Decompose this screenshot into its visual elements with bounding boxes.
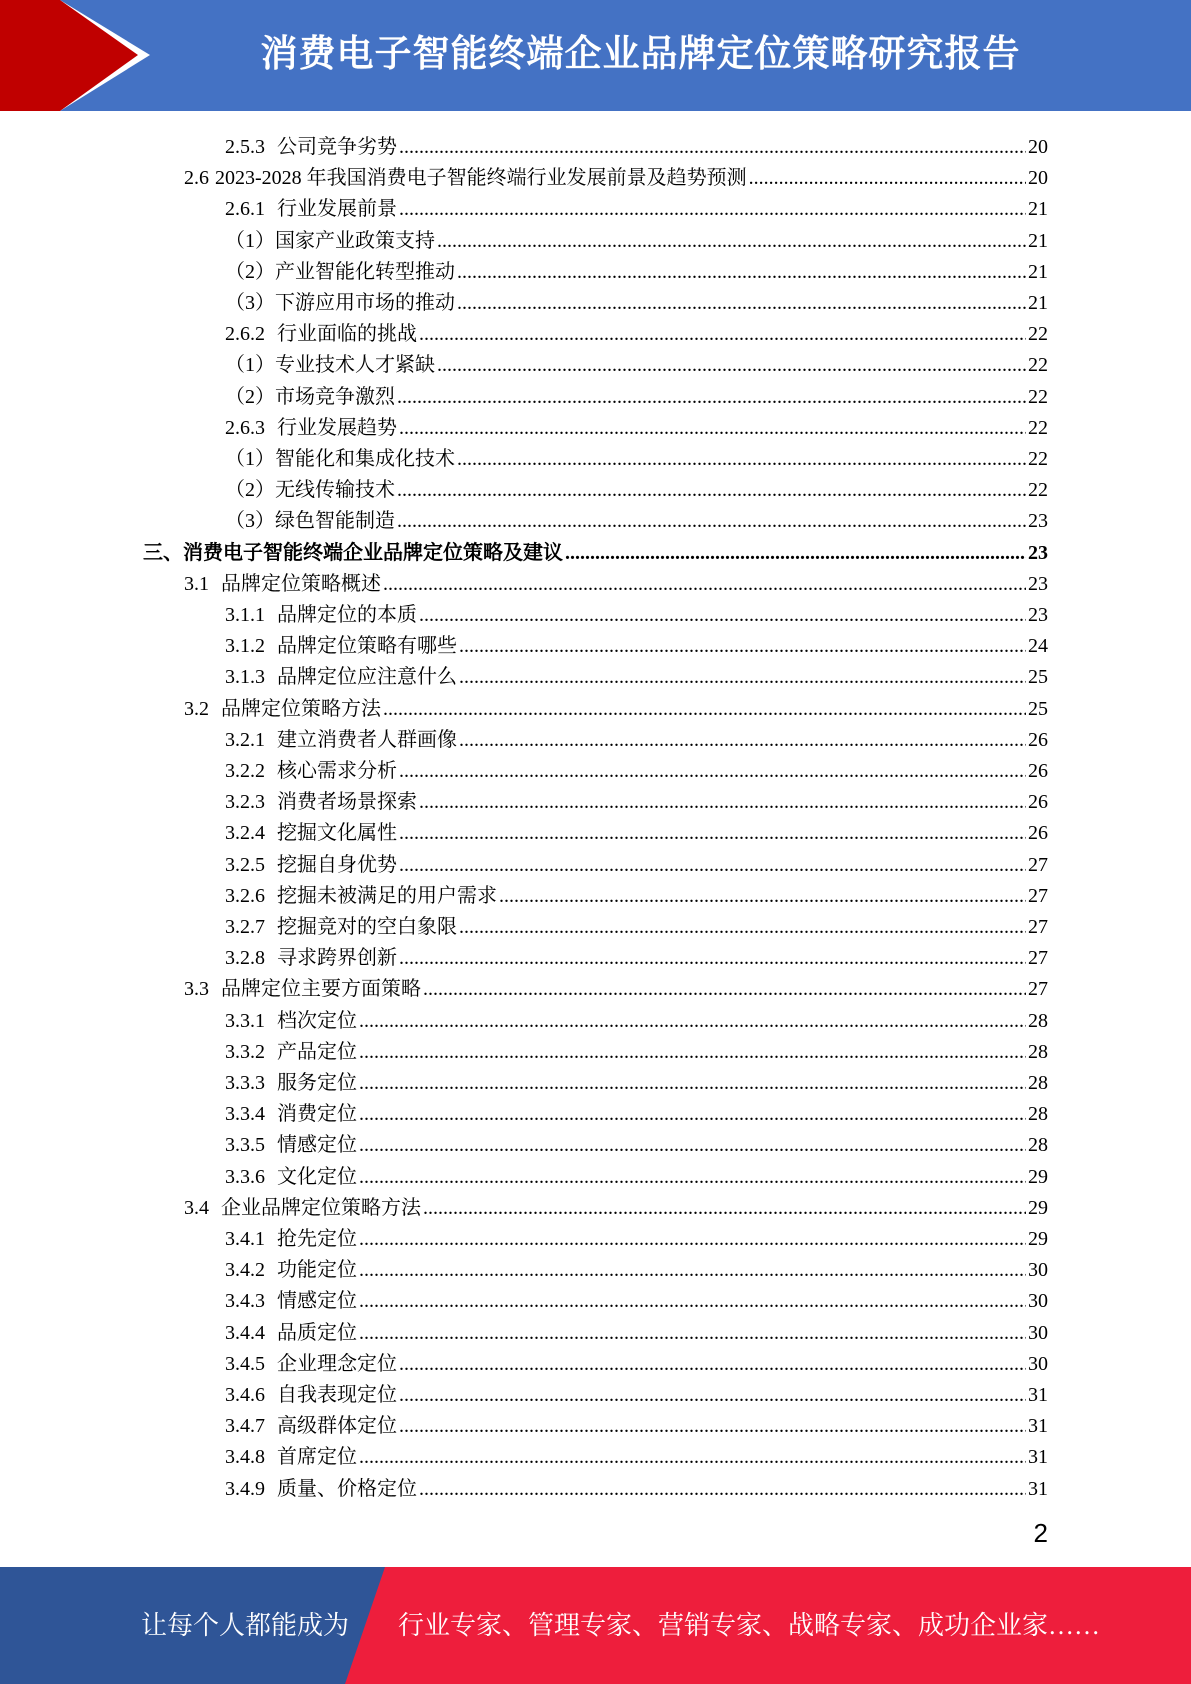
toc-entry-page: 21 <box>1028 292 1048 314</box>
toc-entry-number: 3.3.2 <box>225 1040 265 1063</box>
toc-entry-title <box>225 286 457 315</box>
toc-entry-page: 23 <box>1028 572 1048 595</box>
toc-entry-label: 企业品牌定位策略方法 <box>221 1196 421 1219</box>
toc-dot-leader <box>399 1415 1026 1438</box>
toc-entry-title <box>225 910 459 939</box>
toc-entry-label: （3）下游应用市场的推动 <box>225 292 455 314</box>
toc-dot-leader <box>383 573 1026 596</box>
toc-entry[interactable] <box>225 1314 1048 1345</box>
toc-entry[interactable] <box>225 721 1048 752</box>
toc-entry-number: 2.6.1 <box>225 198 265 221</box>
toc-entry-title <box>184 692 383 721</box>
toc-dot-leader <box>359 1166 1026 1189</box>
toc-entry-page: 30 <box>1028 1259 1048 1282</box>
toc-entry[interactable] <box>184 690 1048 721</box>
toc-entry-label: 挖掘文化属性 <box>277 822 397 845</box>
toc-entry[interactable] <box>225 814 1048 845</box>
toc-dot-leader <box>399 1384 1026 1407</box>
toc-entry-number: 3.4.3 <box>225 1290 265 1313</box>
toc-entry-page: 30 <box>1028 1321 1048 1344</box>
toc-entry-number: 3.2.1 <box>225 728 265 751</box>
toc-entry-number: 2.6.2 <box>225 323 265 346</box>
toc-dot-leader <box>437 230 1026 253</box>
toc-dot-leader <box>457 261 1026 284</box>
toc-dot-leader <box>457 292 1026 315</box>
toc-entry-page: 28 <box>1028 1103 1048 1126</box>
toc-entry-title <box>225 473 397 502</box>
toc-entry-number: 3.3.3 <box>225 1072 265 1094</box>
toc-dot-leader <box>359 1322 1026 1345</box>
toc-entry-label: 消费者场景探索 <box>277 791 417 814</box>
toc-entry-page: 20 <box>1028 167 1048 190</box>
toc-entry-title <box>225 941 399 970</box>
toc-entry[interactable] <box>225 658 1048 689</box>
toc-dot-leader <box>397 479 1026 502</box>
toc-entry-page: 22 <box>1028 448 1048 470</box>
toc-dot-leader <box>423 1197 1026 1220</box>
toc-dot-leader <box>419 791 1026 814</box>
toc-entry[interactable] <box>225 1470 1048 1501</box>
toc-entry[interactable] <box>225 471 1048 502</box>
toc-entry[interactable] <box>225 1220 1048 1251</box>
toc-entry[interactable] <box>225 284 1048 315</box>
toc-entry-title <box>225 1160 359 1189</box>
toc-entry-number: 3.1 <box>184 572 209 595</box>
toc-entry-number: 2.6.3 <box>225 416 265 439</box>
toc-entry-label: 档次定位 <box>277 1009 357 1032</box>
toc-entry-label: 高级群体定位 <box>277 1415 397 1438</box>
toc-entry-label: （2）市场竞争激烈 <box>225 385 395 408</box>
toc-entry-label: 首席定位 <box>277 1446 357 1469</box>
toc-dot-leader <box>419 1478 1026 1501</box>
toc-entry-number: 3.3 <box>184 978 209 1001</box>
toc-entry-label: 行业面临的挑战 <box>277 323 417 346</box>
toc-entry-label: （1）智能化和集成化技术 <box>225 448 455 470</box>
toc-entry-title <box>225 785 419 814</box>
toc-entry-number: 3.4.8 <box>225 1446 265 1469</box>
toc-entry-page: 25 <box>1028 666 1048 689</box>
toc-entry-page: 31 <box>1028 1446 1048 1469</box>
toc-entry-label: 服务定位 <box>277 1072 357 1094</box>
toc-dot-leader <box>457 448 1026 471</box>
toc-entry-page: 29 <box>1028 1196 1048 1219</box>
toc-entry-page: 22 <box>1028 354 1048 377</box>
toc-dot-leader <box>437 354 1026 377</box>
toc-entry-label: 公司竞争劣势 <box>277 136 397 158</box>
toc-entry-number: 3.2.3 <box>225 791 265 814</box>
toc-entry-label: 挖掘未被满足的用户需求 <box>277 884 497 907</box>
toc-entry[interactable] <box>225 1282 1048 1313</box>
toc-entry[interactable] <box>225 1345 1048 1376</box>
toc-dot-leader <box>397 510 1026 533</box>
toc-entry[interactable] <box>225 908 1048 939</box>
toc-entry-number: 3.4.5 <box>225 1352 265 1375</box>
toc-dot-leader <box>399 1353 1026 1376</box>
toc-entry[interactable] <box>225 1407 1048 1438</box>
toc-dot-leader <box>423 978 1026 1001</box>
toc-entry[interactable] <box>225 783 1048 814</box>
toc-dot-leader <box>359 1290 1026 1313</box>
toc-entry[interactable] <box>225 378 1048 409</box>
toc-entry-label: 抢先定位 <box>277 1228 357 1250</box>
toc-entry-label: 寻求跨界创新 <box>277 947 397 970</box>
toc-entry-page: 30 <box>1028 1290 1048 1313</box>
toc-entry-number: 3.2.8 <box>225 947 265 970</box>
toc-entry-page: 28 <box>1028 1040 1048 1063</box>
toc-entry-page: 24 <box>1028 635 1048 658</box>
toc-entry-title <box>225 816 399 845</box>
toc-entry[interactable] <box>225 1438 1048 1469</box>
toc-entry-page: 20 <box>1028 136 1048 158</box>
toc-entry-number: 3.2 <box>184 697 209 720</box>
toc-entry-title <box>184 567 383 596</box>
toc-entry-title <box>225 1347 399 1376</box>
toc-entry-title <box>225 1128 359 1157</box>
toc-entry-number: 3.3.6 <box>225 1165 265 1188</box>
toc-dot-leader <box>383 698 1026 721</box>
toc-entry[interactable] <box>225 846 1048 877</box>
toc-entry[interactable] <box>225 596 1048 627</box>
toc-dot-leader <box>359 1041 1026 1064</box>
toc-dot-leader <box>359 1010 1026 1033</box>
toc-dot-leader <box>749 167 1026 190</box>
toc-dot-leader <box>399 822 1026 845</box>
toc-entry-title <box>225 192 399 221</box>
toc-entry[interactable] <box>225 1033 1048 1064</box>
footer-slogan-left: 让每个人都能成为 <box>141 1611 350 1640</box>
toc-dot-leader <box>397 386 1026 409</box>
toc-entry-label: 功能定位 <box>277 1259 357 1282</box>
toc-entry-title <box>225 1222 359 1251</box>
footer-slogan-right: 行业专家、管理专家、营销专家、战略专家、成功企业家…… <box>398 1611 1101 1640</box>
toc-entry-title <box>225 1035 359 1064</box>
toc-entry[interactable] <box>184 1189 1048 1220</box>
toc-entry-title <box>184 161 749 190</box>
toc-entry-label: （2）产业智能化转型推动 <box>225 260 455 283</box>
toc-entry-label: 挖掘自身优势 <box>277 853 397 876</box>
toc-entry-title <box>225 317 419 346</box>
toc-dot-leader <box>359 1228 1026 1251</box>
toc-entry-title <box>225 255 457 284</box>
toc-entry[interactable] <box>225 346 1048 377</box>
toc-dot-leader <box>565 542 1026 565</box>
toc-entry-title <box>225 723 459 752</box>
toc-entry-title <box>225 380 397 409</box>
toc-entry-page: 26 <box>1028 822 1048 845</box>
toc-dot-leader <box>399 760 1026 783</box>
toc-entry-page: 26 <box>1028 791 1048 814</box>
toc-entry[interactable] <box>225 1376 1048 1407</box>
toc-entry-page: 22 <box>1028 385 1048 408</box>
toc-entry-label: （2）无线传输技术 <box>225 479 395 502</box>
toc-entry-page: 21 <box>1028 260 1048 283</box>
toc-entry-title <box>225 1004 359 1033</box>
toc-entry-number: 3.4.7 <box>225 1415 265 1438</box>
toc-entry-page: 29 <box>1028 1228 1048 1250</box>
page-number: 2 <box>1033 1518 1048 1548</box>
toc-entry-page: 23 <box>1028 604 1048 626</box>
toc-entry-title <box>225 1066 359 1095</box>
toc-entry[interactable] <box>225 752 1048 783</box>
toc-entry-label: 情感定位 <box>277 1134 357 1157</box>
toc-entry-number: 3.1.1 <box>225 604 265 626</box>
toc-entry-label: 建立消费者人群画像 <box>277 728 457 751</box>
toc-entry-label: 品牌定位策略方法 <box>221 697 381 720</box>
toc-entry-page: 27 <box>1028 978 1048 1001</box>
toc-entry-title <box>225 411 399 440</box>
toc-entry-page: 31 <box>1028 1384 1048 1406</box>
toc-entry-title <box>225 1440 359 1469</box>
toc-entry-title <box>225 1097 359 1126</box>
toc-entry-page: 27 <box>1028 884 1048 907</box>
toc-entry-label: 挖掘竞对的空白象限 <box>277 916 457 938</box>
toc-entry-title <box>184 972 423 1001</box>
toc-dot-leader <box>459 635 1026 658</box>
toc-entry-page: 28 <box>1028 1072 1048 1094</box>
toc-entry[interactable] <box>225 1095 1048 1126</box>
toc-entry-label: （1）专业技术人才紧缺 <box>225 354 435 377</box>
toc-entry-title <box>184 1191 423 1220</box>
toc-entry-number: 3.4 <box>184 1196 209 1219</box>
toc-dot-leader <box>399 136 1026 159</box>
toc-entry-title <box>225 348 437 377</box>
toc-entry[interactable] <box>225 1158 1048 1189</box>
toc-entry-page: 21 <box>1028 198 1048 221</box>
toc-entry-page: 26 <box>1028 760 1048 782</box>
toc-entry-label: 行业发展趋势 <box>277 416 397 439</box>
toc-dot-leader <box>359 1103 1026 1126</box>
toc-entry-label: 2023-2028 年我国消费电子智能终端行业发展前景及趋势预测 <box>215 167 747 190</box>
toc-entry-title <box>225 1284 359 1313</box>
toc-entry-number: 3.1.2 <box>225 635 265 658</box>
toc-entry-number: 3.3.1 <box>225 1009 265 1032</box>
toc-entry[interactable] <box>225 128 1048 159</box>
toc-entry-title <box>225 660 459 689</box>
toc-entry-page: 31 <box>1028 1477 1048 1500</box>
toc-entry-page: 30 <box>1028 1352 1048 1375</box>
toc-entry-title <box>225 130 399 159</box>
toc-entry-title <box>225 442 457 471</box>
toc-entry-label: 质量、价格定位 <box>277 1477 417 1500</box>
toc-entry[interactable] <box>225 409 1048 440</box>
toc-entry-number: 2.5.3 <box>225 136 265 158</box>
toc-entry-label: 品牌定位应注意什么 <box>277 666 457 689</box>
toc-entry-number: 3.4.2 <box>225 1259 265 1282</box>
toc-entry-page: 27 <box>1028 916 1048 938</box>
toc-entry[interactable] <box>225 502 1048 533</box>
footer-banner <box>0 1567 1191 1684</box>
toc-entry-page: 29 <box>1028 1165 1048 1188</box>
toc-dot-leader <box>359 1259 1026 1282</box>
toc-entry-number: 3.3.4 <box>225 1103 265 1126</box>
toc-dot-leader <box>399 947 1026 970</box>
toc-entry-label: 情感定位 <box>277 1290 357 1313</box>
toc-entry[interactable] <box>225 222 1048 253</box>
toc-entry-number: 3.3.5 <box>225 1134 265 1157</box>
toc-entry-title <box>225 1472 419 1501</box>
toc-entry-number: 3.4.9 <box>225 1477 265 1500</box>
toc-entry-number: 2.6 <box>184 167 209 190</box>
toc-entry-label: 品牌定位策略有哪些 <box>277 635 457 658</box>
toc-entry-number: 3.2.2 <box>225 760 265 782</box>
toc-entry-label: （3）绿色智能制造 <box>225 510 395 533</box>
toc-entry[interactable] <box>184 970 1048 1001</box>
toc-entry-page: 27 <box>1028 947 1048 970</box>
toc-entry-page: 22 <box>1028 323 1048 346</box>
toc-entry-number: 3.2.6 <box>225 884 265 907</box>
header-banner <box>0 0 1191 111</box>
toc-entry-title <box>225 224 437 253</box>
toc-dot-leader <box>359 1134 1026 1157</box>
toc-entry[interactable] <box>225 253 1048 284</box>
toc-entry-title <box>143 536 565 565</box>
toc-dot-leader <box>459 916 1026 939</box>
toc-dot-leader <box>499 885 1026 908</box>
toc-entry-label: 企业理念定位 <box>277 1352 397 1375</box>
toc-entry-title <box>225 629 459 658</box>
toc-entry-label: 产品定位 <box>277 1040 357 1063</box>
toc-entry-number: 3.2.4 <box>225 822 265 845</box>
toc-dot-leader <box>359 1446 1026 1469</box>
toc-dot-leader <box>419 604 1026 627</box>
toc-entry-title <box>225 598 419 627</box>
toc-dot-leader <box>399 417 1026 440</box>
toc-entry-title <box>225 879 499 908</box>
toc-entry-label: 品牌定位的本质 <box>277 604 417 626</box>
toc-entry-label: 三、消费电子智能终端企业品牌定位策略及建议 <box>143 541 563 564</box>
toc-entry[interactable] <box>225 1002 1048 1033</box>
toc-entry[interactable] <box>225 1126 1048 1157</box>
toc-entry-label: 品质定位 <box>277 1321 357 1344</box>
toc-dot-leader <box>459 666 1026 689</box>
toc-entry-page: 22 <box>1028 479 1048 502</box>
toc-entry-page: 22 <box>1028 416 1048 439</box>
toc-entry-title <box>225 1253 359 1282</box>
document-title: 消费电子智能终端企业品牌定位策略研究报告 <box>260 32 1021 75</box>
toc-entry-page: 25 <box>1028 697 1048 720</box>
toc-entry[interactable] <box>143 534 1048 565</box>
toc-entry-label: 品牌定位策略概述 <box>221 572 381 595</box>
toc-entry-title <box>225 1378 399 1407</box>
toc-entry-page: 21 <box>1028 229 1048 252</box>
toc-entry-page: 23 <box>1028 510 1048 533</box>
toc-dot-leader <box>399 198 1026 221</box>
toc-dot-leader <box>399 854 1026 877</box>
toc-dot-leader <box>419 323 1026 346</box>
toc-entry-label: 核心需求分析 <box>277 760 397 782</box>
toc-entry-label: 消费定位 <box>277 1103 357 1126</box>
toc-entry-page: 31 <box>1028 1415 1048 1438</box>
toc-entry-title <box>225 1316 359 1345</box>
toc-entry-page: 23 <box>1028 541 1048 564</box>
toc-entry[interactable] <box>184 565 1048 596</box>
toc-entry-number: 3.4.6 <box>225 1384 265 1406</box>
toc-entry-title <box>225 1409 399 1438</box>
toc-entry-label: 行业发展前景 <box>277 198 397 221</box>
header-arrow-decoration <box>0 0 160 111</box>
toc-dot-leader <box>359 1072 1026 1095</box>
toc-entry[interactable] <box>225 1251 1048 1282</box>
toc-entry-number: 3.4.1 <box>225 1228 265 1250</box>
toc-entry[interactable] <box>184 159 1048 190</box>
toc-entry[interactable] <box>225 1064 1048 1095</box>
toc-entry-label: （1）国家产业政策支持 <box>225 229 435 252</box>
toc-entry-page: 27 <box>1028 853 1048 876</box>
toc-entry-label: 品牌定位主要方面策略 <box>221 978 421 1001</box>
toc-entry-number: 3.2.7 <box>225 916 265 938</box>
toc-entry-title <box>225 754 399 783</box>
toc-dot-leader <box>459 729 1026 752</box>
toc-entry-page: 28 <box>1028 1009 1048 1032</box>
toc-entry[interactable] <box>225 627 1048 658</box>
toc-entry-label: 自我表现定位 <box>277 1384 397 1406</box>
toc-entry-number: 3.4.4 <box>225 1321 265 1344</box>
toc-entry-title <box>225 848 399 877</box>
toc-entry[interactable] <box>225 190 1048 221</box>
toc-entry-number: 3.2.5 <box>225 853 265 876</box>
toc-entry[interactable] <box>225 939 1048 970</box>
toc-entry-number: 3.1.3 <box>225 666 265 689</box>
toc-entry[interactable] <box>225 440 1048 471</box>
toc-entry-page: 28 <box>1028 1134 1048 1157</box>
toc-entry[interactable] <box>225 315 1048 346</box>
toc-entry-page: 26 <box>1028 728 1048 751</box>
toc-entry-title <box>225 504 397 533</box>
toc-entry-label: 文化定位 <box>277 1165 357 1188</box>
toc-entry[interactable] <box>225 877 1048 908</box>
